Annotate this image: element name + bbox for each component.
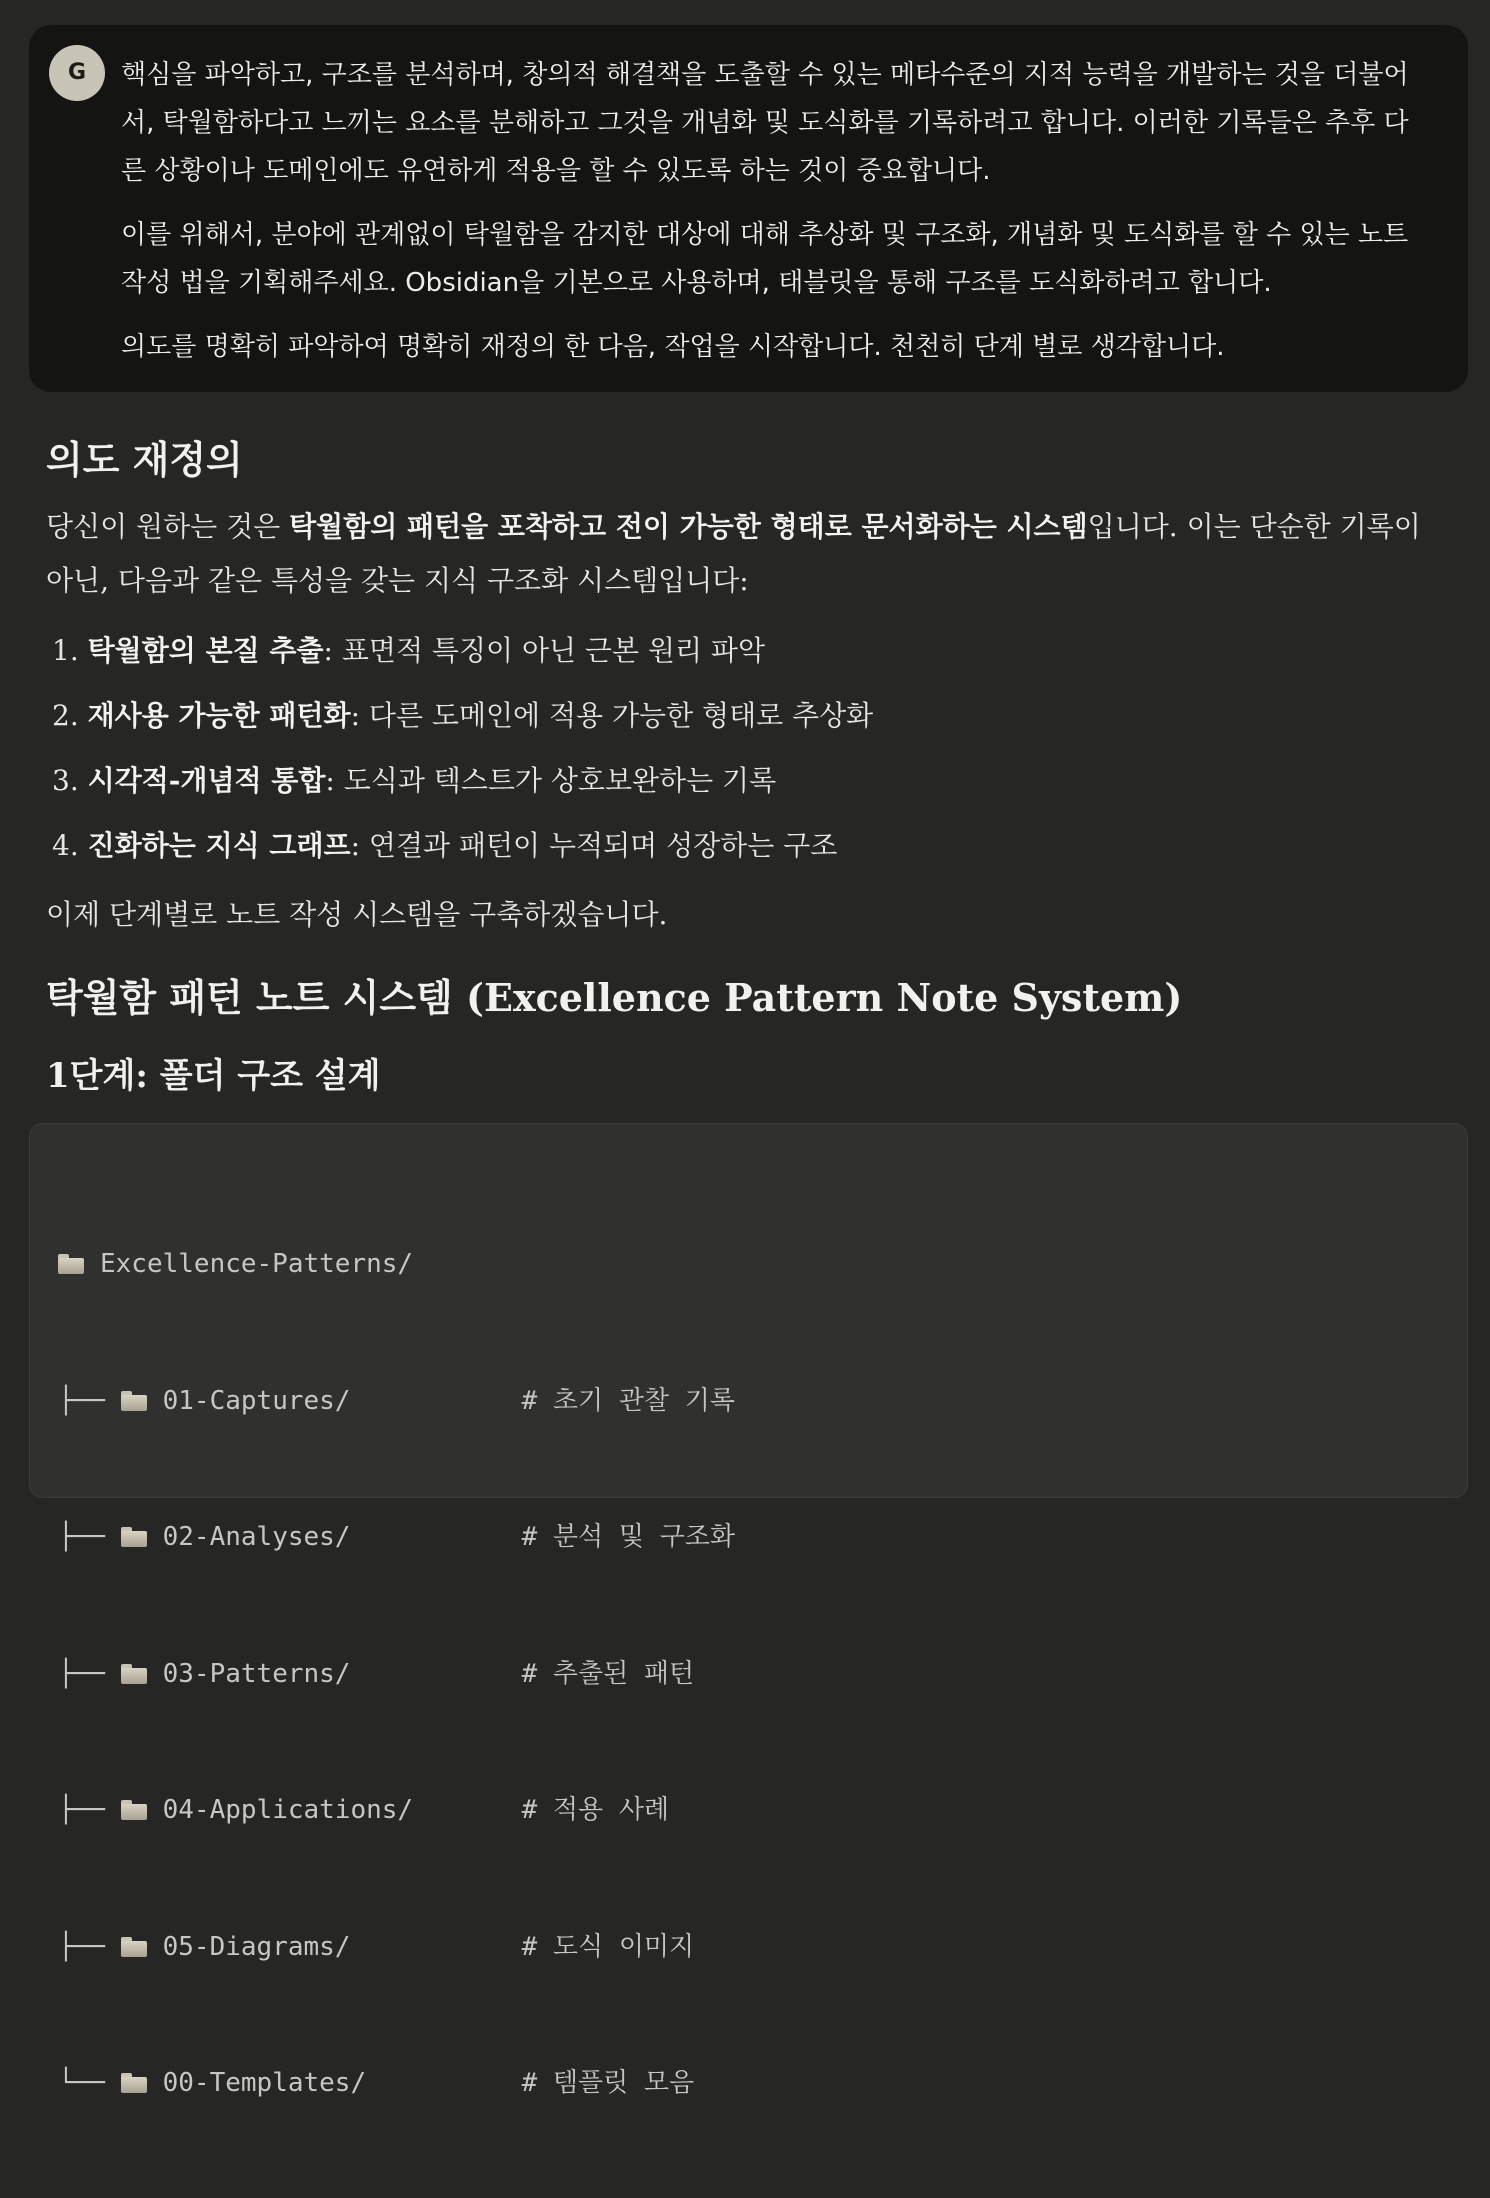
folder-path: 04-Applications/ (162, 1795, 414, 1825)
folder-comment: # 템플릿 모음 (521, 2068, 695, 2098)
closing-paragraph: 이제 단계별로 노트 작성 시스템을 구축하겠습니다. (46, 898, 668, 931)
list-item-text: : 도식과 텍스트가 상호보완하는 기록 (325, 764, 777, 797)
root-folder-name: Excellence-Patterns/ (100, 1249, 414, 1279)
user-paragraph: 핵심을 파악하고, 구조를 분석하며, 창의적 해결책을 도출할 수 있는 메타수준의 지적 능력을 개발하는 것을 더불어서, 탁월함하다고 느끼는 요소를 분해하고 그것을 개념화 및 도식화를 기록하려고 합니다. 이러한 기록들은 추후 다른 상황이나 도메인에도 유연하게 적용을 할 수 있도록 하는 것이 중요합니다. (121, 60, 1409, 186)
list-item-text: : 표면적 특징이 아닌 근본 원리 파악 (323, 634, 766, 667)
list-item-text: : 연결과 패턴이 누적되며 성장하는 구조 (350, 829, 838, 862)
folder-icon (58, 1254, 84, 1274)
list-item-title: 시각적-개념적 통합 (87, 764, 326, 797)
intro-text-bold: 탁월함의 패턴을 포착하고 전이 가능한 형태로 문서화하는 시스템 (289, 510, 1088, 543)
tree-branch: ├── (58, 1522, 105, 1552)
code-line (58, 1652, 735, 1698)
folder-icon (121, 1937, 147, 1957)
section-heading-system: 탁월함 패턴 노트 시스템 (Excellence Pattern Note System) (46, 975, 1183, 1020)
folder-comment: # 도식 이미지 (521, 1931, 695, 1962)
tree-branch: ├── (58, 1795, 105, 1825)
folder-comment: # 추출된 패턴 (521, 1658, 695, 1689)
tree-branch: └── (58, 2068, 105, 2098)
user-paragraph: 의도를 명확히 파악하여 명확히 재정의 한 다음, 작업을 시작합니다. 천천히 단계 별로 생각합니다. (121, 332, 1225, 362)
code-line-root (58, 1242, 735, 1288)
user-message-bubble (29, 25, 1468, 392)
intro-text-before: 당신이 원하는 것은 (46, 510, 290, 543)
code-line (58, 1379, 735, 1425)
user-paragraph: 이를 위해서, 분야에 관계없이 탁월함을 감지한 대상에 대해 추상화 및 구조화, 개념화 및 도식화를 할 수 있는 노트 작성 법을 기획해주세요. Obsidian을 기본으로 사용하며, 태블릿을 통해 구조를 도식화하려고 합니다. (121, 220, 1409, 298)
folder-icon (121, 1391, 147, 1411)
list-item-text: : 다른 도메인에 적용 가능한 형태로 추상화 (350, 699, 874, 732)
list-item-title: 재사용 가능한 패턴화 (87, 699, 351, 732)
user-avatar: G (49, 45, 105, 101)
list-item (52, 628, 1446, 674)
folder-comment: # 적용 사례 (521, 1795, 670, 1825)
list-item (52, 693, 1446, 739)
folder-comment: # 분석 및 구조화 (521, 1522, 735, 1552)
code-block[interactable] (29, 1123, 1468, 2098)
list-item-title: 탁월함의 본질 추출 (87, 634, 324, 667)
tree-branch: ├── (58, 1931, 105, 1962)
folder-icon (121, 2073, 147, 2093)
tree-branch: ├── (58, 1385, 105, 1416)
section-heading-intent: 의도 재정의 (46, 437, 243, 482)
folder-path: 02-Analyses/ (162, 1522, 351, 1552)
intro-paragraph (46, 500, 1446, 608)
list-item-number: 4. (52, 829, 79, 862)
code-line (58, 2061, 735, 2107)
list-item-number: 3. (52, 764, 79, 797)
code-line (58, 1788, 735, 1834)
list-item-number: 1. (52, 634, 79, 667)
code-content (58, 1151, 735, 2198)
intro-text-after: 입니다. 이는 단순한 기록이 아닌, 다음과 같은 특성을 갖는 지식 구조화 시스템입니다: (46, 510, 1421, 597)
folder-comment: # 초기 관찰 기록 (521, 1385, 735, 1416)
list-item (52, 758, 1446, 804)
list-item-number: 2. (52, 699, 79, 732)
user-message-text (121, 51, 1421, 387)
assistant-response (46, 428, 1446, 1116)
code-line (58, 1925, 735, 1971)
folder-path: 01-Captures/ (162, 1385, 351, 1416)
folder-icon (121, 1800, 147, 1820)
list-item (52, 823, 1446, 869)
step-heading: 1단계: 폴더 구조 설계 (46, 1056, 381, 1096)
folder-path: 05-Diagrams/ (162, 1931, 351, 1962)
list-item-title: 진화하는 지식 그래프 (87, 829, 351, 862)
folder-icon (121, 1527, 147, 1547)
folder-path: 00-Templates/ (162, 2068, 367, 2098)
feature-list (46, 628, 1446, 869)
folder-path: 03-Patterns/ (162, 1658, 351, 1689)
tree-branch: ├── (58, 1658, 105, 1689)
folder-icon (121, 1664, 147, 1684)
